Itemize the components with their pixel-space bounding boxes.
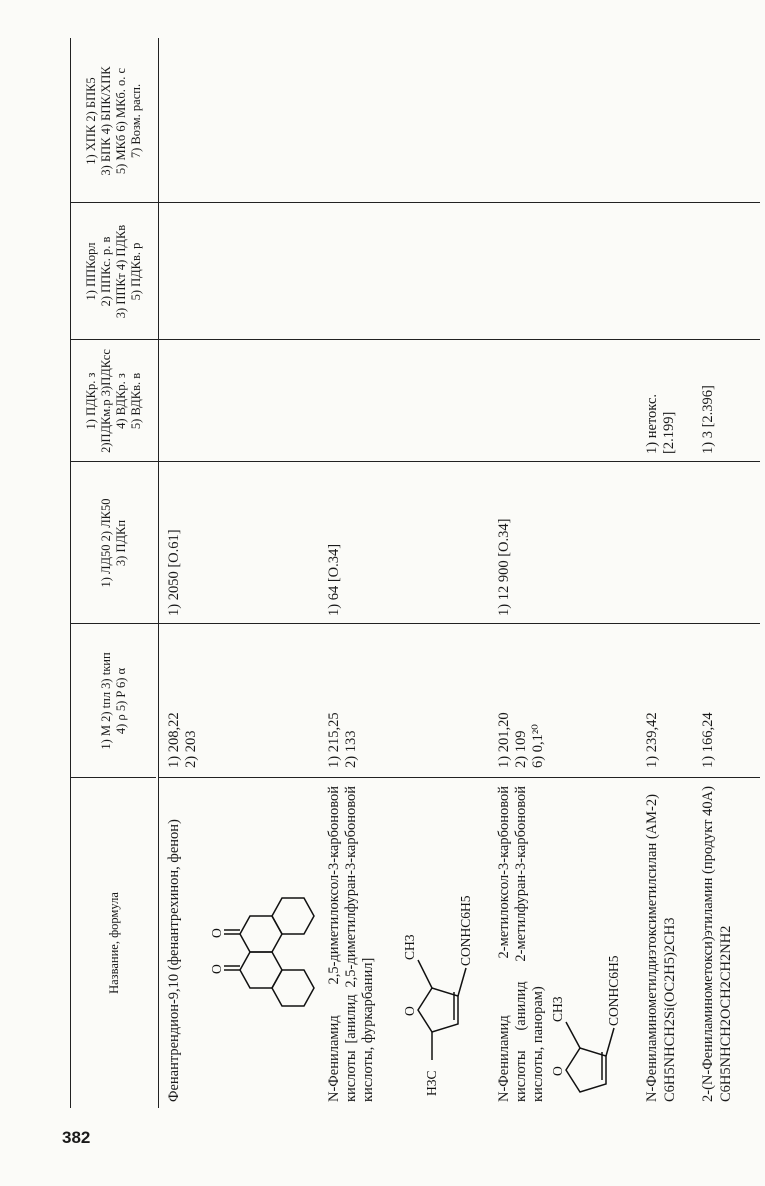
toxicity-cell: 1) 12 900 [O.34] bbox=[496, 518, 512, 616]
rotated-table-page bbox=[70, 38, 760, 1108]
anilide-label: CONHC6H5 bbox=[458, 895, 473, 966]
table-row bbox=[700, 786, 735, 1102]
page-number: 382 bbox=[62, 1128, 91, 1147]
header-bottom-rule bbox=[158, 38, 159, 1108]
pdk-air-cell: 1) нетокс. [2.199] bbox=[644, 393, 677, 454]
table-row bbox=[326, 786, 377, 1102]
table-row bbox=[496, 786, 547, 1102]
physical-props-cell: 1) 166,24 bbox=[700, 712, 716, 768]
methyl-label: H3C bbox=[424, 1070, 439, 1096]
substance-name: 2-(N-Фениламинометокси)этиламин (продукт 40А) bbox=[700, 786, 716, 1102]
anilide-label: CONHC6H5 bbox=[606, 955, 621, 1026]
panoram-structure bbox=[548, 840, 633, 1100]
data-table bbox=[70, 38, 760, 1108]
col-separator bbox=[70, 461, 760, 462]
col-separator bbox=[70, 202, 760, 203]
substance-name: N-Фениламинометилдиэтоксиметилсилан (АМ-2) bbox=[644, 794, 660, 1102]
header-pdk-water: 1) ППКорл 2) ППКс. р. в 3) ППКт 4) ПДКв 5) ПДКв. р bbox=[84, 224, 143, 319]
physical-props-cell: 1) 201,20 2) 109 6) 0,1²⁰ bbox=[496, 712, 546, 768]
oxygen-label: O bbox=[402, 1006, 417, 1016]
col-separator bbox=[70, 623, 760, 624]
furcarbanil-structure bbox=[400, 800, 485, 1100]
methyl-label: CH3 bbox=[550, 996, 565, 1022]
physical-props-cell: 1) 239,42 bbox=[644, 712, 660, 768]
header-degradation: 1) ХПК 2) БПК5 3) БПК 4) БПК/ХПК 5) МКб 6) МКб. о. с 7) Возм. расп. bbox=[84, 66, 143, 176]
col-separator bbox=[158, 777, 760, 778]
phenanthrenequinone-structure bbox=[210, 878, 335, 1048]
header-name-formula: Название, формула bbox=[106, 892, 121, 994]
table-row bbox=[644, 786, 679, 1102]
toxicity-cell: 1) 64 [O.34] bbox=[326, 543, 342, 616]
chemical-formula: C6H5NHCH2OCH2CH2NH2 bbox=[718, 925, 734, 1102]
physical-props-cell: 1) 215,25 2) 133 bbox=[326, 712, 359, 768]
substance-name: N-Фениламид 2,5-диметилоксол-3-карбоновой кислоты [анилид 2,5-диметилфуран-3-карбоновой кислоты, фуркарбанил] bbox=[326, 786, 376, 1102]
chemical-formula: C6H5NHCH2Si(OC2H5)2CH3 bbox=[662, 917, 678, 1102]
methyl-label: CH3 bbox=[402, 934, 417, 960]
pdk-air-cell: 1) 3 [2.396] bbox=[700, 385, 716, 454]
col-separator bbox=[70, 339, 760, 340]
table-top-rule bbox=[70, 38, 71, 1108]
toxicity-cell: 1) 2050 [O.61] bbox=[166, 529, 182, 616]
header-pdk-air: 1) ПДКр. з 2)ПДКм.р 3)ПДКсс 4) ВДКр. з 5) ВДКв. в bbox=[84, 349, 143, 453]
oxygen-label: O bbox=[209, 964, 224, 974]
header-toxicity: 1) ЛД50 2) ЛК50 3) ПДКп bbox=[99, 498, 128, 588]
header-physical-props: 1) M 2) tпл 3) tкип 4) ρ 5) P 6) α bbox=[99, 652, 128, 750]
oxygen-label: O bbox=[550, 1066, 565, 1076]
oxygen-label: O bbox=[209, 928, 224, 938]
physical-props-cell: 1) 208,22 2) 203 bbox=[166, 712, 199, 768]
substance-name: Фенантрендион-9,10 (фенантрехинон, фенон) bbox=[166, 819, 182, 1102]
table-row bbox=[166, 786, 183, 1102]
substance-name: N-Фениламид 2-метилоксол-3-карбоновой кислоты (анилид 2-метилфуран-3-карбоновой кислоты, панорам) bbox=[496, 786, 546, 1102]
